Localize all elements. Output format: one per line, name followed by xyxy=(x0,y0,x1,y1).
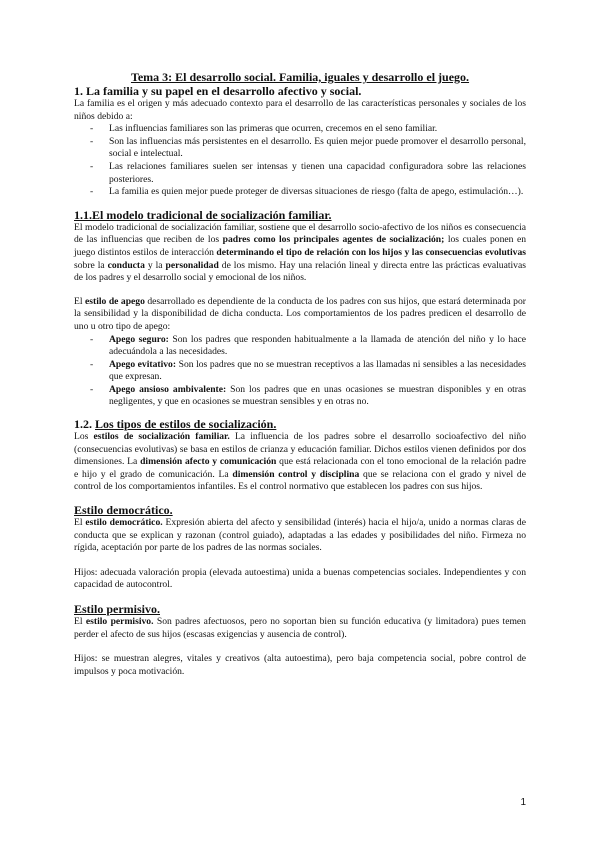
permissive-children-paragraph: Hijos: se muestran alegres, vitales y creativos (alta autoestima), pero baja competencia social, pobre control de impulsos y poca motivación. xyxy=(74,653,526,677)
list-item: - Las influencias familiares son las primeras que ocurren, crecemos en el seno familiar. xyxy=(90,123,438,135)
democratic-style-paragraph: El estilo democrático. Expresión abierta del afecto y sensibilidad (interés) hacia el hijo/a, unido a normas claras de conducta que se explican y razonan (control guiado), adaptadas a las edades y posibilidades del niño. Firmeza no rígida, aceptación por parte de los padres de las normas sociales. xyxy=(74,517,526,554)
page-number: 1 xyxy=(520,797,526,808)
list-item: - Las relaciones familiares suelen ser intensas y tienen una capacidad configuradora sobre las relaciones posteriores. xyxy=(90,160,526,185)
democratic-style-heading: Estilo democrático. xyxy=(74,503,173,518)
list-item: - Apego ansioso ambivalente: Son los padres que en unas ocasiones se muestran disponibles y en otras negligentes, y que en ocasiones se muestran sensibles y en otras no. xyxy=(90,383,526,408)
list-item: - Apego evitativo: Son los padres que no se muestran receptivos a las llamadas ni sensibles a las necesidades que expresan. xyxy=(90,358,526,383)
democratic-children-paragraph: Hijos: adecuada valoración propia (elevada autoestima) unida a buenas competencias sociales. Independientes y con capacidad de autocontrol. xyxy=(74,566,526,591)
permissive-style-paragraph: El estilo permisivo. Son padres afectuosos, pero no soportan bien su función educativa (y limitadora) pues temen perder el afecto de sus hijos (escasas exigencias y ausencia de control). xyxy=(74,616,526,640)
list-item: - Apego seguro: Son los padres que responden habitualmente a la llamada de atención del niño y lo hace adecuándola a las necesidades. xyxy=(90,333,526,358)
section-1-1-paragraph: El modelo tradicional de socialización familiar, sostiene que el desarrollo socio-afectivo de los niños es consecuencia de las influencias que reciben de los padres como los principales agentes de socialización; los cuales ponen en juego distintos estilos de interacción determinando el tipo de relación con los hijos y las consecuencias evolutivas sobre la conducta y la personalidad de los mismo. Hay una relación lineal y directa entre las prácticas evaluativas de los padres y el desarrollo social y emocional de los niños. xyxy=(74,221,526,284)
section-1-2-heading: 1.2. Los tipos de estilos de socialización. xyxy=(74,417,277,432)
list-item: - Son las influencias más persistentes en el desarrollo. Es quien mejor puede promover el desarrollo personal, social e intelectual. xyxy=(90,135,526,160)
list-item: - La familia es quien mejor puede proteger de diversas situaciones de riesgo (falta de apego, estimulación…). xyxy=(90,186,524,198)
attachment-list xyxy=(74,334,526,410)
attachment-paragraph: El estilo de apego desarrollado es dependiente de la conducta de los padres con sus hijos, que estará determinada por la sensibilidad y la disponibilidad de dicha conducta. Los comportamientos de los padres predicen el desarrollo de uno u otro tipo de apego: xyxy=(74,295,526,332)
permissive-style-heading: Estilo permisivo. xyxy=(74,602,160,616)
section-1-1-heading: 1.1.El modelo tradicional de socialización familiar. xyxy=(74,207,332,222)
section-1-intro: La familia es el origen y más adecuado contexto para el desarrollo de las características personales y sociales de los niños debido a: xyxy=(74,98,526,122)
section-1-2-paragraph: Los estilos de socialización familiar. La influencia de los padres sobre el desarrollo socioafectivo del niño (consecuencias evolutivas) se basa en estilos de crianza y educación familiar. Dichos estilos vienen definidos por dos dimensiones. La dimensión afecto y comunicación que está relacionada con el tono emocional de la relación padre e hijo y el grado de comunicación. La dimensión control y disciplina que se relaciona con el grado y nivel de control de los comportamientos infantiles. Es el control normativo que establecen los padres con sus hijos. xyxy=(74,431,527,493)
page-title: Tema 3: El desarrollo social. Familia, iguales y desarrollo el juego. xyxy=(130,70,470,84)
section-1-heading: 1. La familia y su papel en el desarrollo afectivo y social. xyxy=(74,84,362,98)
section-1-list xyxy=(74,123,526,199)
document-page xyxy=(74,70,526,678)
